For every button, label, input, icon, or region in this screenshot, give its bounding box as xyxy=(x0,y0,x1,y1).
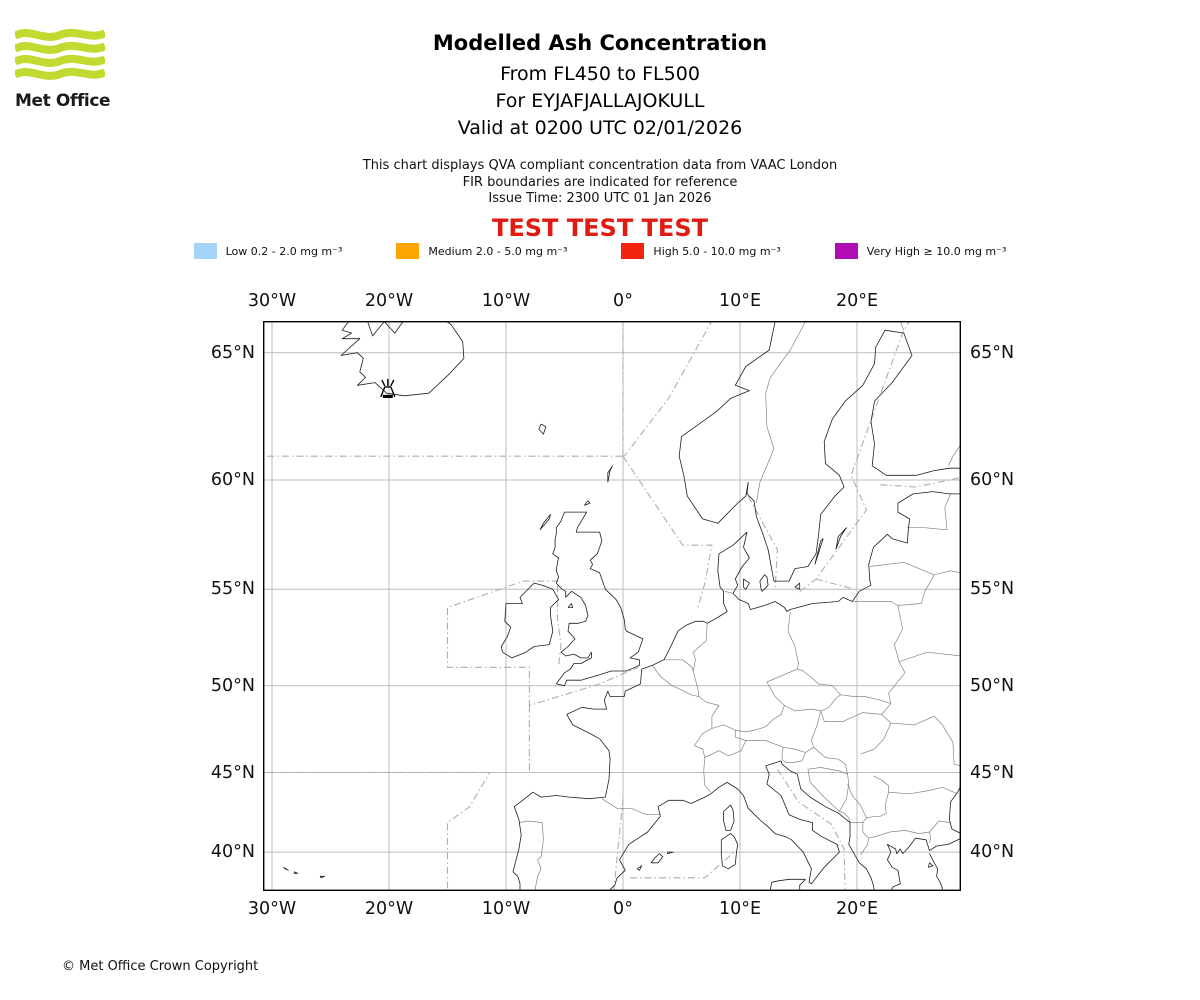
logo-text: Met Office xyxy=(15,91,111,111)
legend-swatch-high xyxy=(621,243,644,259)
legend-item-low xyxy=(194,243,343,259)
country-border xyxy=(814,747,848,774)
legend-label-very-high: Very High ≥ 10.0 mg m⁻³ xyxy=(866,244,1007,258)
country-border xyxy=(704,758,711,793)
country-border xyxy=(869,830,930,838)
y-tick-right: 60°N xyxy=(970,469,1015,490)
country-border xyxy=(891,716,961,766)
coastline xyxy=(744,579,750,589)
country-border xyxy=(900,322,904,331)
country-border xyxy=(652,665,699,696)
coastline xyxy=(513,492,961,891)
fir-boundary xyxy=(624,321,713,456)
country-border xyxy=(746,741,784,748)
coastline xyxy=(284,867,289,870)
legend-item-high xyxy=(621,243,780,259)
x-tick-top: 10°W xyxy=(481,291,531,311)
coastline xyxy=(341,321,464,396)
y-tick-left: 40°N xyxy=(210,842,255,863)
page-title: Modelled Ash Concentration xyxy=(432,31,768,55)
fir-boundary xyxy=(816,579,855,589)
europe-map-region xyxy=(210,291,1015,919)
country-border xyxy=(782,747,786,762)
y-tick-right: 40°N xyxy=(970,842,1015,863)
test-banner: TEST TEST TEST xyxy=(492,214,708,242)
coastline xyxy=(539,424,546,434)
coastline xyxy=(795,583,800,589)
country-border xyxy=(898,575,934,606)
coastline xyxy=(568,604,573,608)
coastline xyxy=(668,852,674,854)
country-border xyxy=(930,821,951,832)
y-tick-left: 60°N xyxy=(210,469,255,490)
country-border xyxy=(767,669,841,711)
legend-swatch-low xyxy=(194,243,217,259)
legend-swatch-very-high xyxy=(835,243,858,259)
country-border xyxy=(934,571,961,575)
coastline xyxy=(770,879,805,891)
note-issue-time: Issue Time: 2300 UTC 01 Jan 2026 xyxy=(488,191,712,206)
country-border xyxy=(693,623,719,728)
coastline xyxy=(651,854,663,863)
country-border xyxy=(725,591,733,593)
x-tick-top: 10°E xyxy=(718,291,762,311)
subtitle-flight-levels: From FL450 to FL500 xyxy=(500,63,700,85)
y-tick-left: 65°N xyxy=(210,342,255,363)
fir-boundary xyxy=(448,581,639,705)
x-tick-bottom: 10°E xyxy=(718,899,762,919)
x-tick-top: 0° xyxy=(613,291,633,311)
x-tick-bottom: 10°W xyxy=(481,899,531,919)
y-tick-right: 50°N xyxy=(970,675,1015,696)
fir-boundary xyxy=(267,773,489,892)
coastline xyxy=(501,583,558,658)
country-border xyxy=(848,784,881,818)
x-tick-bottom: 20°E xyxy=(835,899,879,919)
y-tick-right: 65°N xyxy=(970,342,1015,363)
coastline xyxy=(887,838,961,891)
country-border xyxy=(786,752,806,762)
country-border xyxy=(880,792,888,816)
coastline xyxy=(721,834,737,869)
y-tick-right: 45°N xyxy=(970,762,1015,783)
x-tick-top: 30°W xyxy=(247,291,297,311)
coastline xyxy=(540,514,551,530)
country-border xyxy=(861,823,869,856)
legend-label-high: High 5.0 - 10.0 mg m⁻³ xyxy=(653,244,781,258)
legend-item-very-high xyxy=(835,243,1007,259)
y-tick-left: 55°N xyxy=(210,579,255,600)
country-border xyxy=(907,528,947,530)
country-border xyxy=(788,612,799,670)
country-border xyxy=(664,660,693,671)
x-tick-bottom: 0° xyxy=(613,899,633,919)
country-border xyxy=(602,799,661,815)
coastline xyxy=(928,863,933,868)
country-border xyxy=(821,704,891,722)
country-border xyxy=(861,723,891,754)
fir-boundary xyxy=(777,769,845,891)
country-border xyxy=(808,768,849,812)
y-tick-left: 50°N xyxy=(210,675,255,696)
country-border xyxy=(889,787,958,794)
fir-boundary xyxy=(558,585,562,665)
x-tick-bottom: 30°W xyxy=(247,899,297,919)
country-border xyxy=(870,562,934,575)
note-fir: FIR boundaries are indicated for reference xyxy=(462,175,738,190)
coastline xyxy=(637,866,642,871)
fir-boundary xyxy=(797,321,911,593)
legend-label-medium: Medium 2.0 - 5.0 mg m⁻³ xyxy=(428,244,568,258)
country-border xyxy=(899,652,961,662)
coastline xyxy=(320,876,325,878)
note-qva: This chart displays QVA compliant concentration data from VAAC London xyxy=(362,158,838,173)
country-border xyxy=(735,706,784,732)
fir-boundary xyxy=(880,478,961,487)
coastline xyxy=(607,761,875,891)
coastline xyxy=(553,512,643,686)
country-border xyxy=(948,444,961,466)
coastline xyxy=(724,805,735,830)
legend-swatch-medium xyxy=(396,243,419,259)
copyright-notice: © Met Office Crown Copyright xyxy=(62,959,259,974)
country-border xyxy=(694,725,745,758)
europe-map xyxy=(263,321,961,891)
y-tick-right: 55°N xyxy=(970,579,1015,600)
x-tick-top: 20°W xyxy=(364,291,414,311)
country-border xyxy=(882,714,891,723)
subtitle-volcano: For EYJAFJALLAJOKULL xyxy=(495,90,705,112)
country-border xyxy=(930,832,931,843)
country-border xyxy=(873,776,888,792)
fir-boundary xyxy=(623,456,712,607)
x-tick-top: 20°E xyxy=(835,291,879,311)
country-border xyxy=(854,602,898,606)
concentration-legend xyxy=(0,243,1200,259)
country-border xyxy=(945,494,951,530)
coastline xyxy=(294,872,298,874)
country-border xyxy=(783,711,820,753)
subtitle-valid-time: Valid at 0200 UTC 02/01/2026 xyxy=(457,117,743,139)
fir-boundary xyxy=(630,852,734,878)
country-border xyxy=(850,818,866,823)
coastline xyxy=(930,854,943,891)
coastline xyxy=(836,528,847,550)
x-tick-bottom: 20°W xyxy=(364,899,414,919)
coastline xyxy=(584,501,590,506)
country-border xyxy=(889,606,905,704)
country-border xyxy=(841,695,891,704)
legend-label-low: Low 0.2 - 2.0 mg m⁻³ xyxy=(225,244,343,258)
country-border xyxy=(519,821,544,891)
legend-item-medium xyxy=(396,243,567,259)
country-border xyxy=(756,322,805,504)
y-tick-left: 45°N xyxy=(210,762,255,783)
